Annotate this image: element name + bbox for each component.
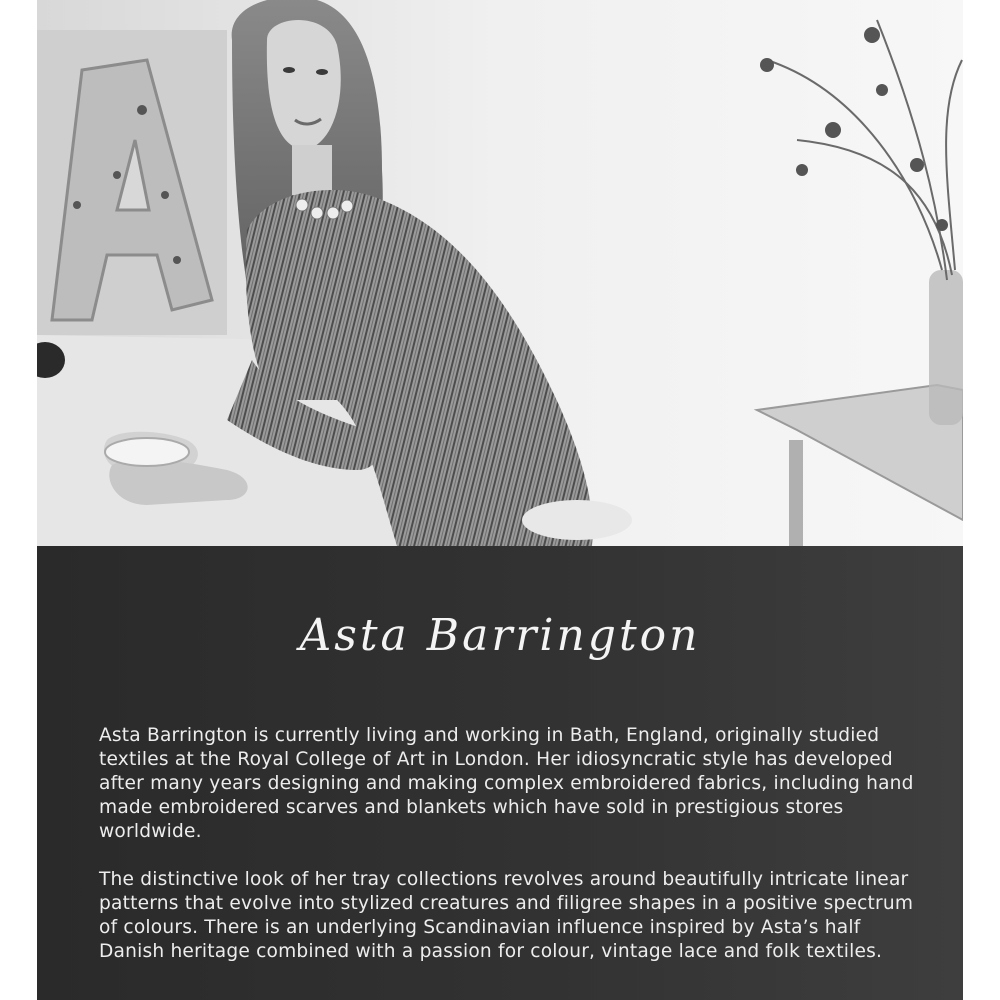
name-signature: Asta Barrington	[299, 610, 701, 661]
portrait-photo-icon	[37, 0, 963, 546]
bio-text	[99, 724, 929, 988]
bio-paragraph: Asta Barrington is currently living and working in Bath, England, originally studied textiles at the Royal College of Art in London. Her idiosyncratic style has developed after many years designing and making complex embroidered fabrics, including hand made embroidered scarves and blankets which have sold in prestigious stores worldwide.	[99, 725, 914, 842]
bio-panel	[37, 546, 963, 1000]
bio-paragraph: The distinctive look of her tray collections revolves around beautifully intricate linear patterns that evolve into stylized creatures and filigree shapes in a positive spectrum of colours. There is an underlying Scandinavian influence inspired by Asta’s half Danish heritage combined with a passion for colour, vintage lace and folk textiles.	[99, 869, 914, 962]
portrait-photo	[37, 0, 963, 546]
